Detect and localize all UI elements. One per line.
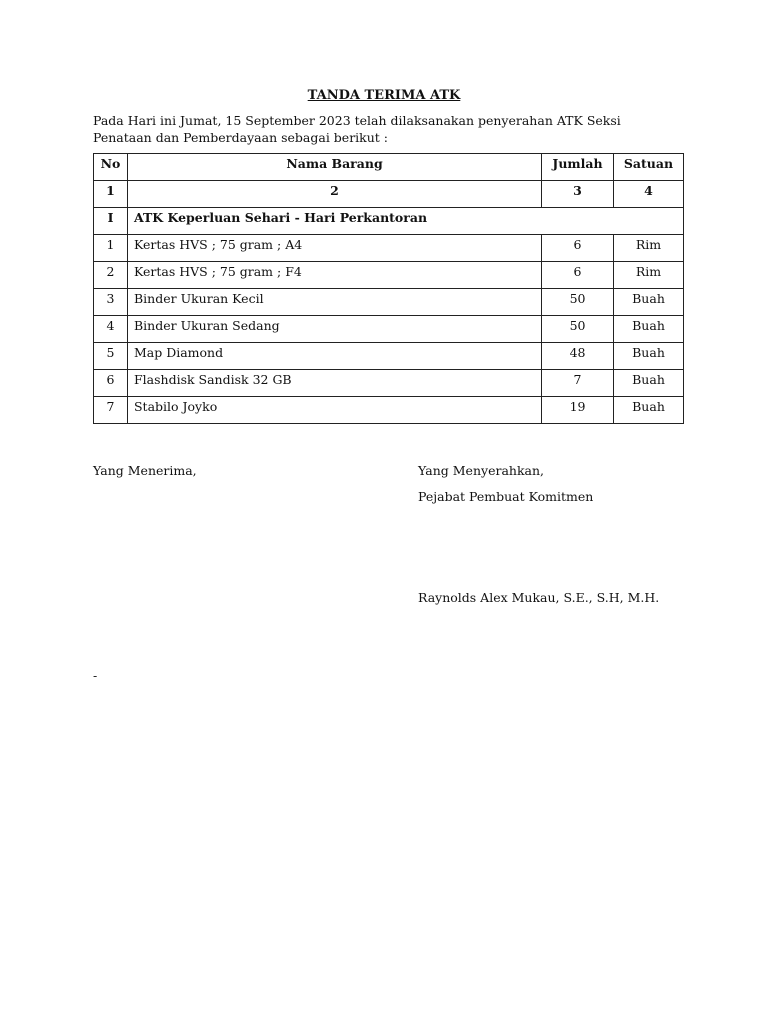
row-qty: 6 bbox=[542, 235, 614, 262]
row-no: 4 bbox=[94, 316, 128, 343]
row-qty: 48 bbox=[542, 343, 614, 370]
row-unit: Buah bbox=[614, 343, 684, 370]
giver-name: Raynolds Alex Mukau, S.E., S.H, M.H. bbox=[418, 590, 660, 605]
row-no: 6 bbox=[94, 370, 128, 397]
header-name: Nama Barang bbox=[127, 154, 541, 181]
table-header-row bbox=[94, 154, 684, 181]
receiver-label: Yang Menerima, bbox=[93, 463, 197, 478]
row-qty: 50 bbox=[542, 289, 614, 316]
document-title: TANDA TERIMA ATK bbox=[307, 88, 461, 103]
row-qty: 7 bbox=[542, 370, 614, 397]
row-no: 5 bbox=[94, 343, 128, 370]
table-row bbox=[94, 262, 684, 289]
row-unit: Rim bbox=[614, 262, 684, 289]
row-qty: 6 bbox=[542, 262, 614, 289]
numbering-cell: 2 bbox=[127, 181, 541, 208]
table-row bbox=[94, 289, 684, 316]
section-label: ATK Keperluan Sehari - Hari Perkantoran bbox=[127, 208, 683, 235]
row-item-name: Flashdisk Sandisk 32 GB bbox=[127, 370, 541, 397]
numbering-row bbox=[94, 181, 684, 208]
row-no: 1 bbox=[94, 235, 128, 262]
header-no: No bbox=[94, 154, 128, 181]
numbering-cell: 4 bbox=[614, 181, 684, 208]
row-item-name: Binder Ukuran Sedang bbox=[127, 316, 541, 343]
row-item-name: Binder Ukuran Kecil bbox=[127, 289, 541, 316]
table-row bbox=[94, 397, 684, 424]
row-unit: Buah bbox=[614, 316, 684, 343]
row-unit: Buah bbox=[614, 370, 684, 397]
header-qty: Jumlah bbox=[542, 154, 614, 181]
items-table bbox=[93, 153, 684, 424]
row-no: 7 bbox=[94, 397, 128, 424]
receiver-name: - bbox=[93, 668, 98, 683]
table-row bbox=[94, 343, 684, 370]
row-item-name: Stabilo Joyko bbox=[127, 397, 541, 424]
row-no: 3 bbox=[94, 289, 128, 316]
row-item-name: Kertas HVS ; 75 gram ; F4 bbox=[127, 262, 541, 289]
section-row bbox=[94, 208, 684, 235]
row-item-name: Map Diamond bbox=[127, 343, 541, 370]
intro-paragraph bbox=[93, 112, 673, 146]
row-no: 2 bbox=[94, 262, 128, 289]
table-row bbox=[94, 370, 684, 397]
giver-position: Pejabat Pembuat Komitmen bbox=[418, 489, 594, 504]
header-unit: Satuan bbox=[614, 154, 684, 181]
row-unit: Rim bbox=[614, 235, 684, 262]
row-item-name: Kertas HVS ; 75 gram ; A4 bbox=[127, 235, 541, 262]
intro-line-1: Pada Hari ini Jumat, 15 September 2023 telah dilaksanakan penyerahan ATK Seksi bbox=[93, 113, 621, 128]
table-row bbox=[94, 316, 684, 343]
row-unit: Buah bbox=[614, 397, 684, 424]
row-unit: Buah bbox=[614, 289, 684, 316]
giver-label: Yang Menyerahkan, bbox=[418, 463, 544, 478]
section-no: I bbox=[94, 208, 128, 235]
numbering-cell: 1 bbox=[94, 181, 128, 208]
intro-line-2: Penataan dan Pemberdayaan sebagai berikut : bbox=[93, 130, 388, 145]
table-row bbox=[94, 235, 684, 262]
row-qty: 19 bbox=[542, 397, 614, 424]
row-qty: 50 bbox=[542, 316, 614, 343]
numbering-cell: 3 bbox=[542, 181, 614, 208]
